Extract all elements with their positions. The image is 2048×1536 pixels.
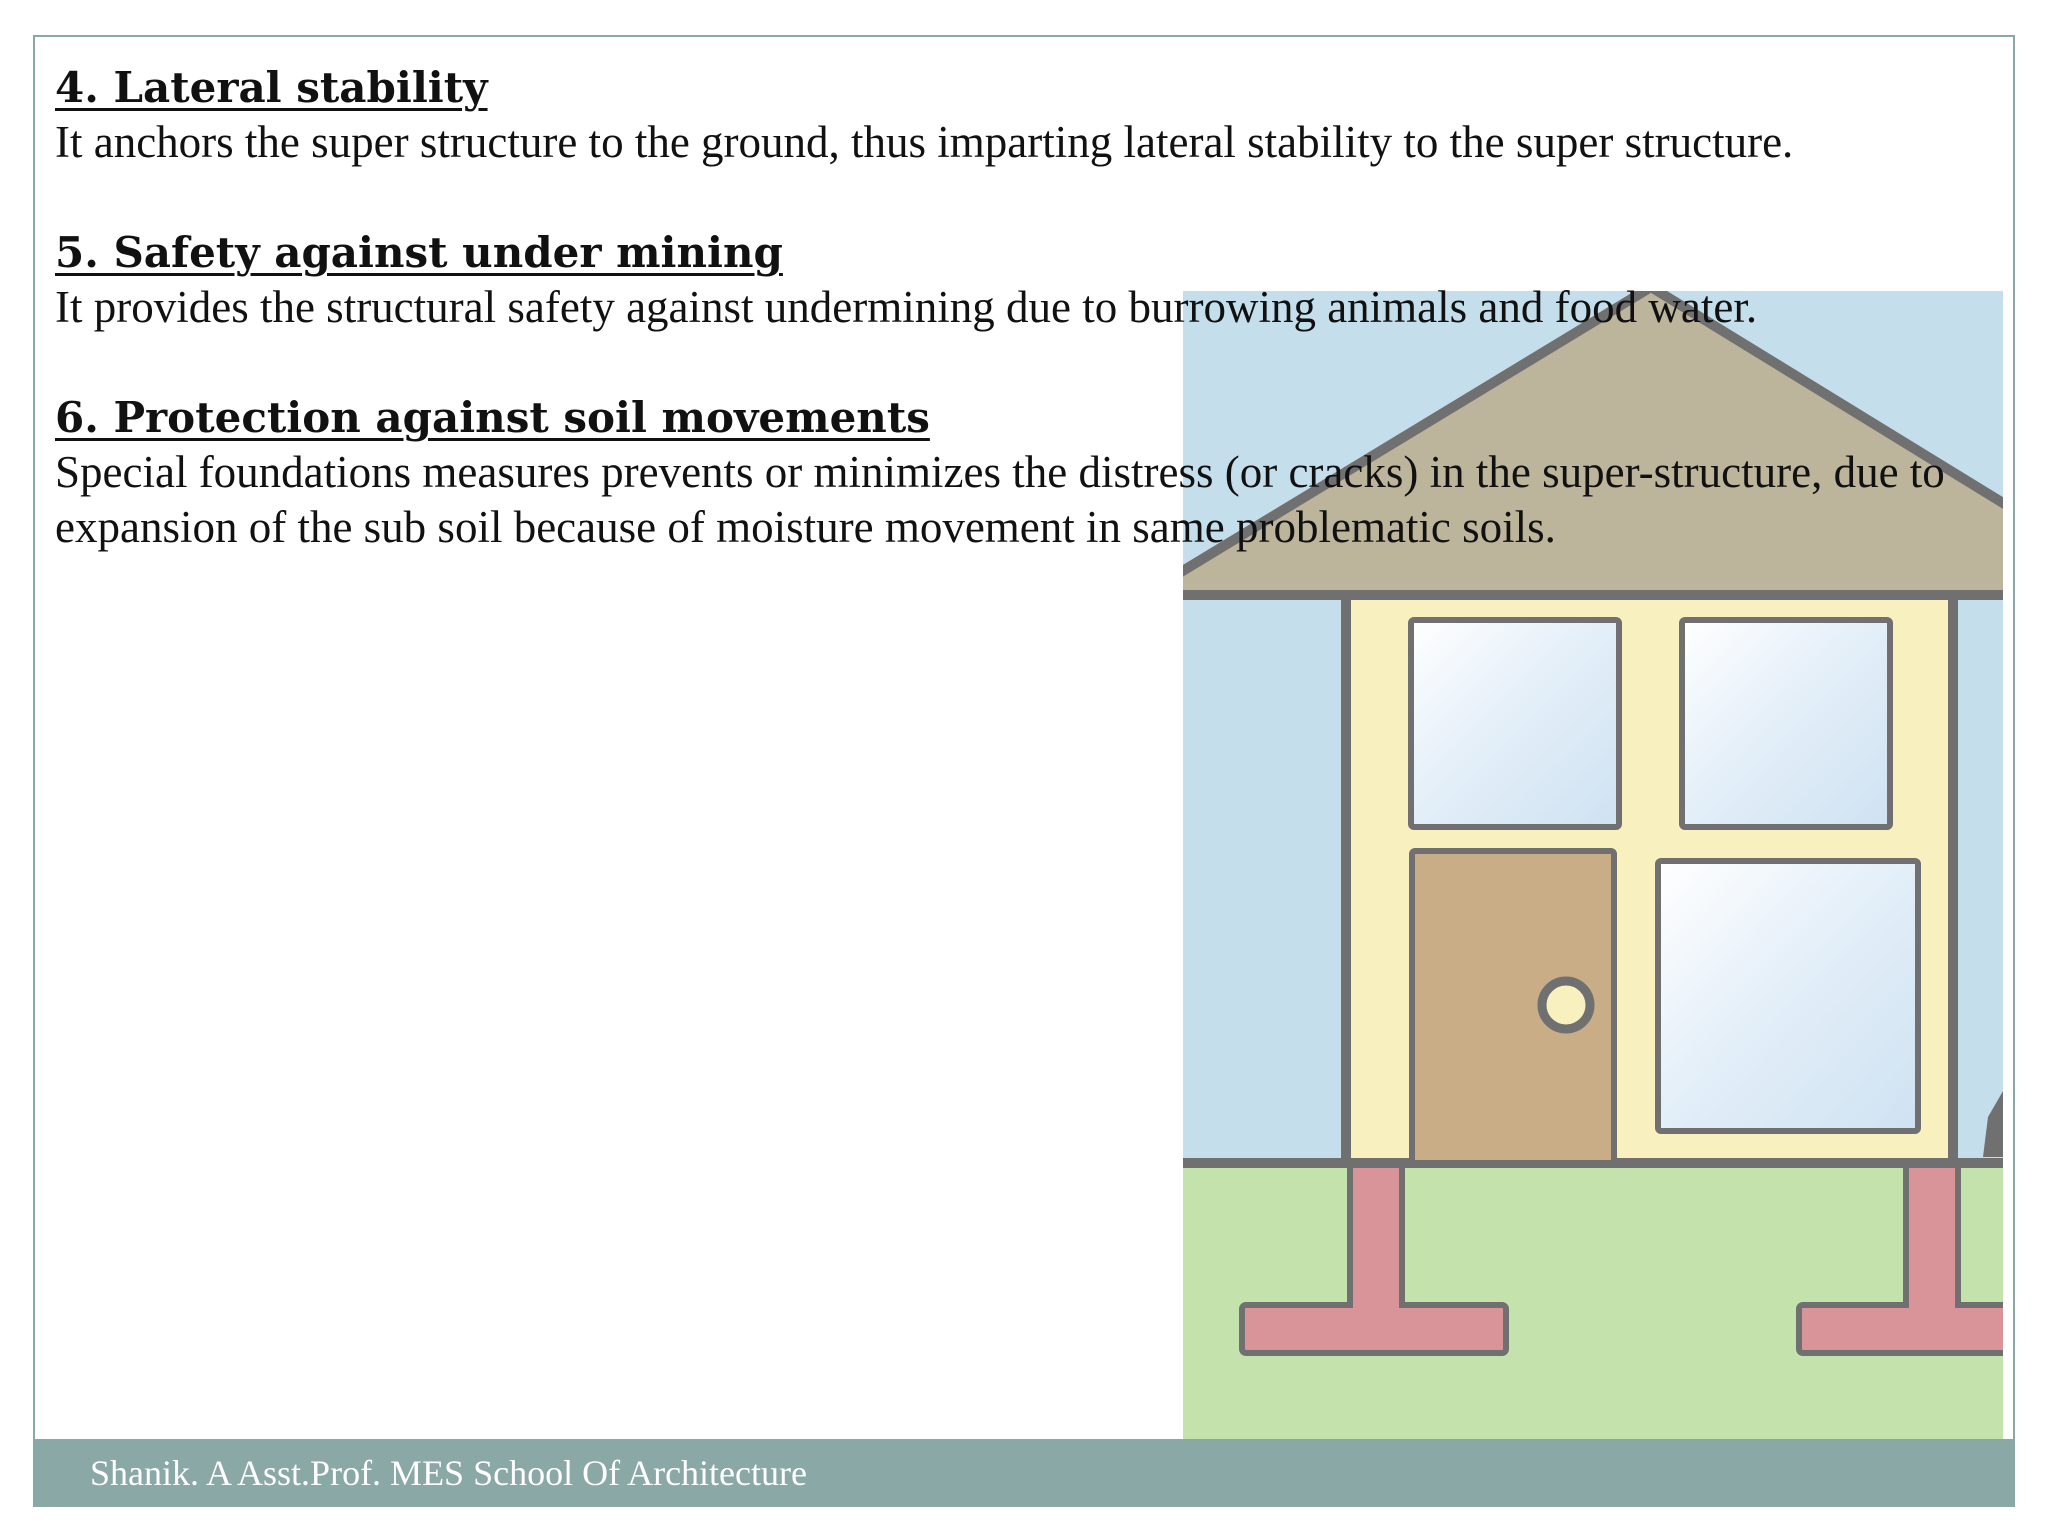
- section-safety-against-under-mining: [55, 225, 2000, 335]
- section-heading: 5. Safety against under mining: [55, 228, 783, 277]
- section-heading: 6. Protection against soil movements: [55, 393, 930, 442]
- footing-left-stem: [1350, 1168, 1402, 1305]
- section-lateral-stability: [55, 60, 2000, 170]
- slide-content: [55, 60, 2000, 610]
- section-protection-soil-movements: [55, 390, 2000, 555]
- window-top-left: [1411, 620, 1619, 827]
- section-body: It anchors the super structure to the ground, thus imparting lateral stability to the super structure.: [55, 117, 1794, 167]
- ground: [1183, 1163, 2003, 1439]
- section-body: It provides the structural safety against undermining due to burrowing animals and food water.: [55, 282, 1758, 332]
- footing-right-base: [1799, 1305, 2003, 1353]
- footer-credit: Shanik. A Asst.Prof. MES School Of Architecture: [90, 1453, 807, 1493]
- footer-bar: [33, 1439, 2015, 1507]
- section-body: Special foundations measures prevents or minimizes the distress (or cracks) in the super-structure, due to expansion of the sub soil because of moisture movement in same problematic soils.: [55, 447, 1945, 552]
- footing-left-base: [1242, 1305, 1506, 1353]
- footing-right-stem: [1906, 1168, 1958, 1305]
- window-bottom-right: [1658, 861, 1918, 1131]
- section-heading: 4. Lateral stability: [55, 63, 488, 112]
- door-knob: [1542, 981, 1590, 1029]
- window-top-right: [1682, 620, 1890, 827]
